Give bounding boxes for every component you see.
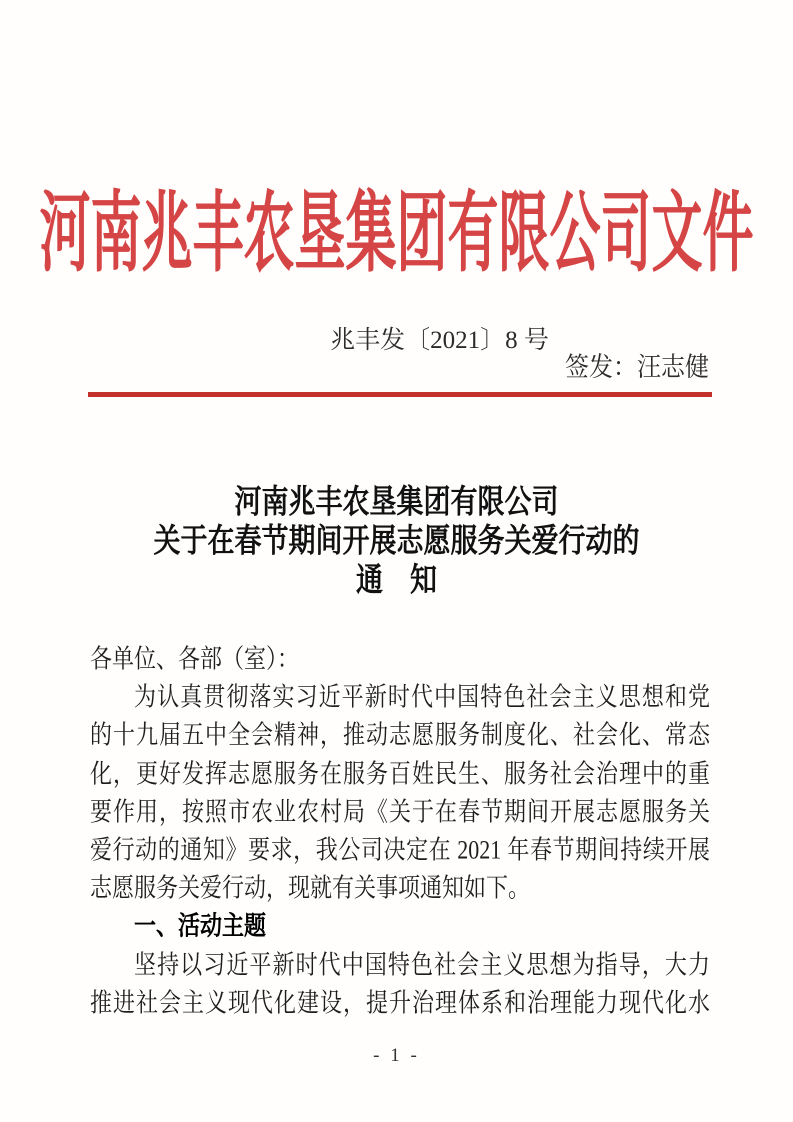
body-line: 的十九届五中全会精神，推动志愿服务制度化、社会化、常态 [90,719,710,750]
page-number: - 1 - [373,1045,420,1066]
signer-name: 汪志健 [637,353,709,383]
body-line: 爱行动的通知》要求，我公司决定在 2021 年春节期间持续开展 [90,834,710,865]
title-line-notice [0,561,793,600]
document-title [0,483,793,600]
title-line-notice-text: 通 知 [356,561,437,598]
body-line: 为认真贯彻落实习近平新时代中国特色社会主义思想和党 [134,681,710,712]
body-line: 要作用，按照市农业农村局《关于在春节期间开展志愿服务关 [90,796,710,827]
body-line: 志愿服务关爱行动，现就有关事项通知如下。 [90,872,531,903]
body-line: 坚持以习近平新时代中国特色社会主义思想为指导，大力 [134,948,710,979]
salutation-line: 各单位、各部（室）： [90,643,300,674]
section-heading-activity-theme: 一、活动主题 [134,910,267,941]
title-line-company-text: 河南兆丰农垦集团有限公司 [234,483,559,520]
signer-label: 签发： [565,353,637,383]
title-line-subject [0,522,793,561]
body-line: 推进社会主义现代化建设，提升治理体系和治理能力现代化水 [90,987,710,1018]
red-divider-rule [88,392,712,397]
doc-reference-number: 兆丰发〔2021〕8 号 [330,327,549,354]
title-line-subject-text: 关于在春节期间开展志愿服务关爱行动的 [153,522,640,559]
signer-line [565,353,709,383]
title-line-company [0,483,793,522]
document-body [90,640,710,1022]
document-masthead: 河南兆丰农垦集团有限公司文件 [39,187,754,284]
body-line: 化，更好发挥志愿服务在服务百姓民生、服务社会治理中的重 [90,757,710,788]
